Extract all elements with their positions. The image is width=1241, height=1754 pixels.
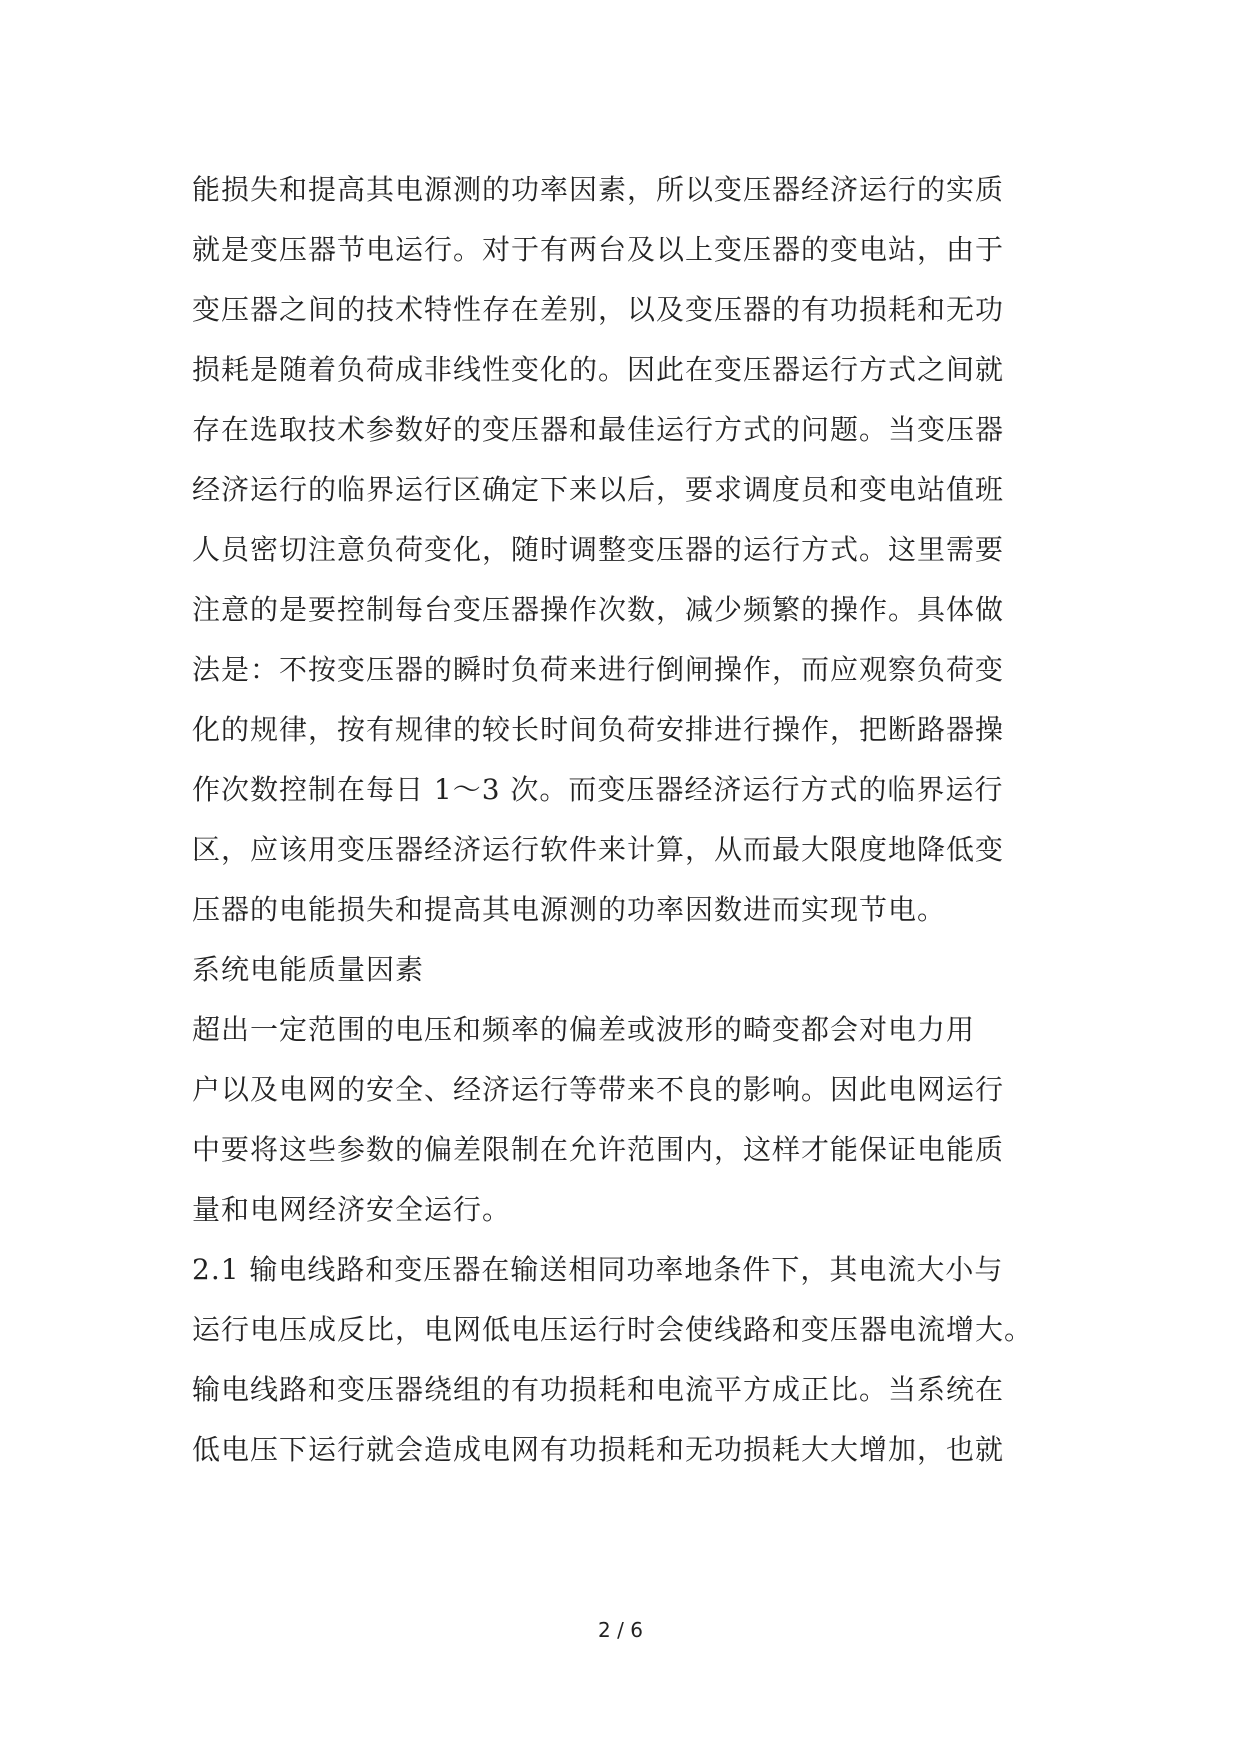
text-line: 经济运行的临界运行区确定下来以后，要求调度员和变电站值班 xyxy=(192,473,1005,506)
text-line: 运行电压成反比，电网低电压运行时会使线路和变压器电流增大。 xyxy=(192,1313,1034,1346)
text-line: 作次数控制在每日 1～3 次。而变压器经济运行方式的临界运行 xyxy=(192,773,1004,806)
text-line: 输电线路和变压器绕组的有功损耗和电流平方成正比。当系统在 xyxy=(192,1373,1005,1406)
section-heading: 系统电能质量因素 xyxy=(192,953,425,986)
text-line: 化的规律，按有规律的较长时间负荷安排进行操作，把断路器操 xyxy=(192,713,1005,746)
page-number: 2 / 6 xyxy=(598,1618,643,1642)
text-line: 变压器之间的技术特性存在差别，以及变压器的有功损耗和无功 xyxy=(192,293,1005,326)
text-line: 人员密切注意负荷变化，随时调整变压器的运行方式。这里需要 xyxy=(192,533,1005,566)
text-line: 户以及电网的安全、经济运行等带来不良的影响。因此电网运行 xyxy=(192,1073,1005,1106)
text-line: 量和电网经济安全运行。 xyxy=(192,1193,512,1226)
text-line: 中要将这些参数的偏差限制在允许范围内，这样才能保证电能质 xyxy=(192,1133,1005,1166)
text-line: 注意的是要控制每台变压器操作次数，减少频繁的操作。具体做 xyxy=(192,593,1005,626)
text-line: 损耗是随着负荷成非线性变化的。因此在变压器运行方式之间就 xyxy=(192,353,1005,386)
text-line: 存在选取技术参数好的变压器和最佳运行方式的问题。当变压器 xyxy=(192,413,1005,446)
text-line: 法是：不按变压器的瞬时负荷来进行倒闸操作，而应观察负荷变 xyxy=(192,653,1005,686)
text-line: 区，应该用变压器经济运行软件来计算，从而最大限度地降低变 xyxy=(192,833,1005,866)
body-text xyxy=(192,160,1062,1480)
text-line: 低电压下运行就会造成电网有功损耗和无功损耗大大增加，也就 xyxy=(192,1433,1005,1466)
text-line: 就是变压器节电运行。对于有两台及以上变压器的变电站，由于 xyxy=(192,233,1005,266)
text-line: 超出一定范围的电压和频率的偏差或波形的畸变都会对电力用 xyxy=(192,1013,976,1046)
text-line: 压器的电能损失和提高其电源测的功率因数进而实现节电。 xyxy=(192,893,947,926)
text-line: 能损失和提高其电源测的功率因素，所以变压器经济运行的实质 xyxy=(192,173,1005,206)
text-line: 2.1 输电线路和变压器在输送相同功率地条件下，其电流大小与 xyxy=(192,1253,1004,1286)
